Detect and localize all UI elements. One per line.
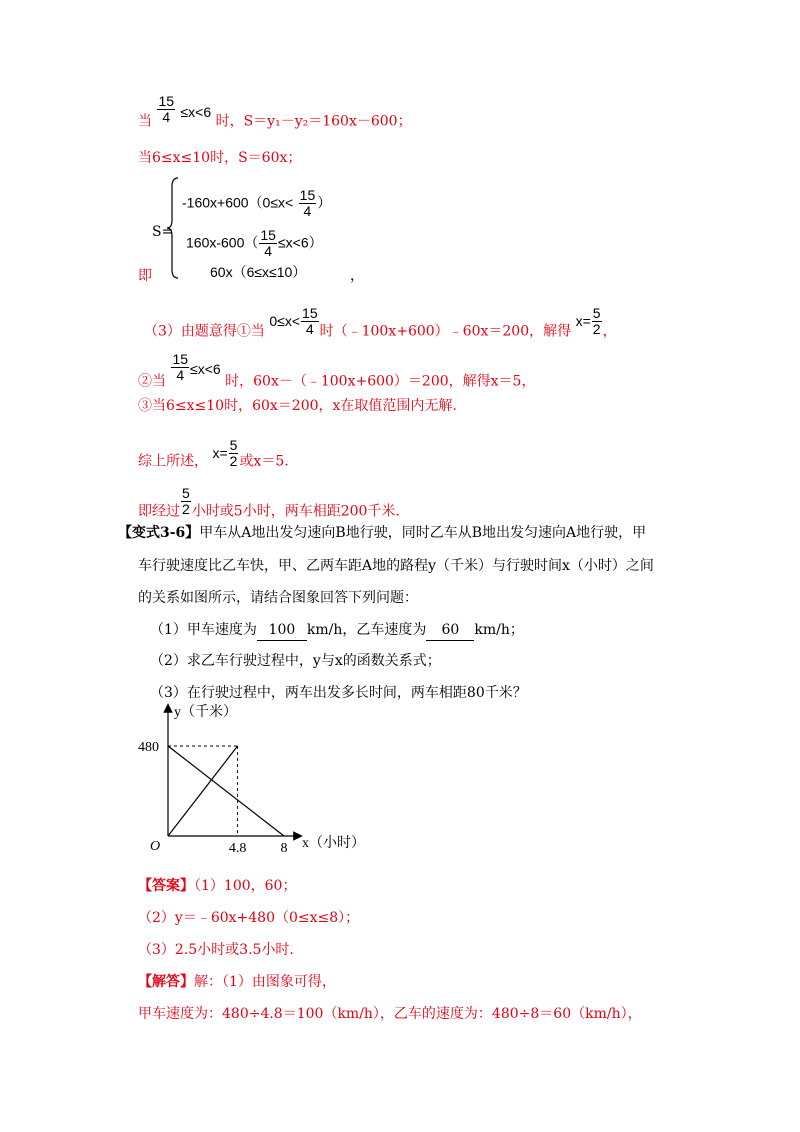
y-axis-label: y（千米）: [174, 705, 237, 720]
answer-tag: 【答案】: [138, 878, 194, 894]
distance-time-graph: [130, 700, 390, 860]
fraction-15-4: $\frac{15}{4}$: [172, 351, 189, 383]
summary-line: 综上所述， x= $\frac{5}{2}$ 或x＝5.: [138, 437, 289, 470]
part3-line1: （3）由题意得①当 0≤x< $\frac{15}{4}$ 时（﹣100x+600）﹣60x＝200，解得 x= $\frac{5}{2}$ ，: [144, 305, 617, 340]
fraction-5-2: $\frac{5}{2}$: [229, 437, 238, 469]
piecewise-lhs: S=: [152, 224, 174, 240]
piecewise-trailing: ，: [350, 268, 364, 284]
series-line-2: [168, 746, 284, 836]
fraction-15-4: $\frac{15}{4}$: [299, 187, 316, 219]
part3-line2: ②当 $\frac{15}{4}$ ≤x<6 时，60x－（﹣100x+600）＝200，解得x＝5，: [138, 351, 536, 390]
fraction-5-2: $\frac{5}{2}$: [592, 305, 601, 337]
problem-line1: 【变式3-6】甲车从A地出发匀速向B地行驶，同时乙车从B地出发匀速向A地行驶，甲: [118, 525, 647, 541]
case1-when: 当: [138, 113, 152, 130]
fraction-15-4: $\frac{15}{4}$: [158, 93, 175, 125]
piecewise-prefix: 即: [138, 268, 152, 284]
origin-label: O: [150, 839, 161, 854]
answer-line3: （3）2.5小时或3.5小时.: [138, 942, 294, 958]
x-axis-label: x（小时）: [302, 836, 365, 851]
case2-line: 当6≤x≤10时，S＝60x；: [138, 150, 302, 166]
y-tick-480: 480: [138, 740, 159, 755]
final-line: 即经过 $\frac{5}{2}$ 小时或5小时，两车相距200千米.: [138, 485, 400, 520]
question-3: （3）在行驶过程中，两车出发多长时间，两车相距80千米？: [150, 685, 527, 701]
x-tick-4-8: 4.8: [228, 841, 247, 856]
problem-tag: 【变式3-6】: [118, 525, 200, 541]
answer-blank-2: 60: [426, 620, 474, 641]
case1-tail: 时，S＝y₁－y₂＝160x－600；: [215, 113, 412, 130]
solution-tag: 【解答】: [138, 974, 194, 990]
part3-line3: ③当6≤x≤10时，60x＝200，x在取值范围内无解.: [138, 398, 457, 414]
problem-line3: 的关系如图所示，请结合图象回答下列问题：: [138, 590, 418, 606]
case1-line: [138, 93, 412, 137]
piecewise-row2: 160x-600（ $\frac{15}{4}$ ≤x<6）: [186, 227, 323, 259]
case1-ineq: ≤x<: [180, 103, 204, 120]
question-1: （1）甲车速度为 100 km/h，乙车速度为 60 km/h；: [150, 620, 524, 641]
piecewise-row1: -160x+600（0≤x< $\frac{15}{4}$ ）: [182, 187, 332, 219]
fraction-15-4: $\frac{15}{4}$: [260, 227, 276, 259]
answer-blank-1: 100: [257, 620, 307, 641]
x-tick-8: 8: [280, 841, 288, 856]
fraction-15-4: $\frac{15}{4}$: [302, 305, 318, 337]
solution-line1: 【解答】解：（1）由图象可得，: [138, 974, 336, 990]
fraction-5-2: $\frac{5}{2}$: [182, 485, 190, 517]
piecewise-row3: 60x（6≤x≤10）: [210, 264, 307, 280]
case1-six: 6: [203, 103, 212, 120]
question-2: （2）求乙车行驶过程中，y与x的函数关系式；: [150, 653, 441, 669]
problem-line2: 车行驶速度比乙车快，甲、乙两车距A地的路程y（千米）与行驶时间x（小时）之间: [138, 558, 654, 574]
left-brace-icon: [166, 176, 180, 280]
answer-line1: 【答案】（1）100，60；: [138, 878, 297, 894]
solution-line2: 甲车速度为：480÷4.8＝100（km/h），乙车的速度为：480÷8＝60（km/h），: [138, 1006, 642, 1022]
series-line-1: [168, 746, 238, 836]
answer-line2: （2）y＝﹣60x+480（0≤x≤8）；: [138, 910, 360, 926]
